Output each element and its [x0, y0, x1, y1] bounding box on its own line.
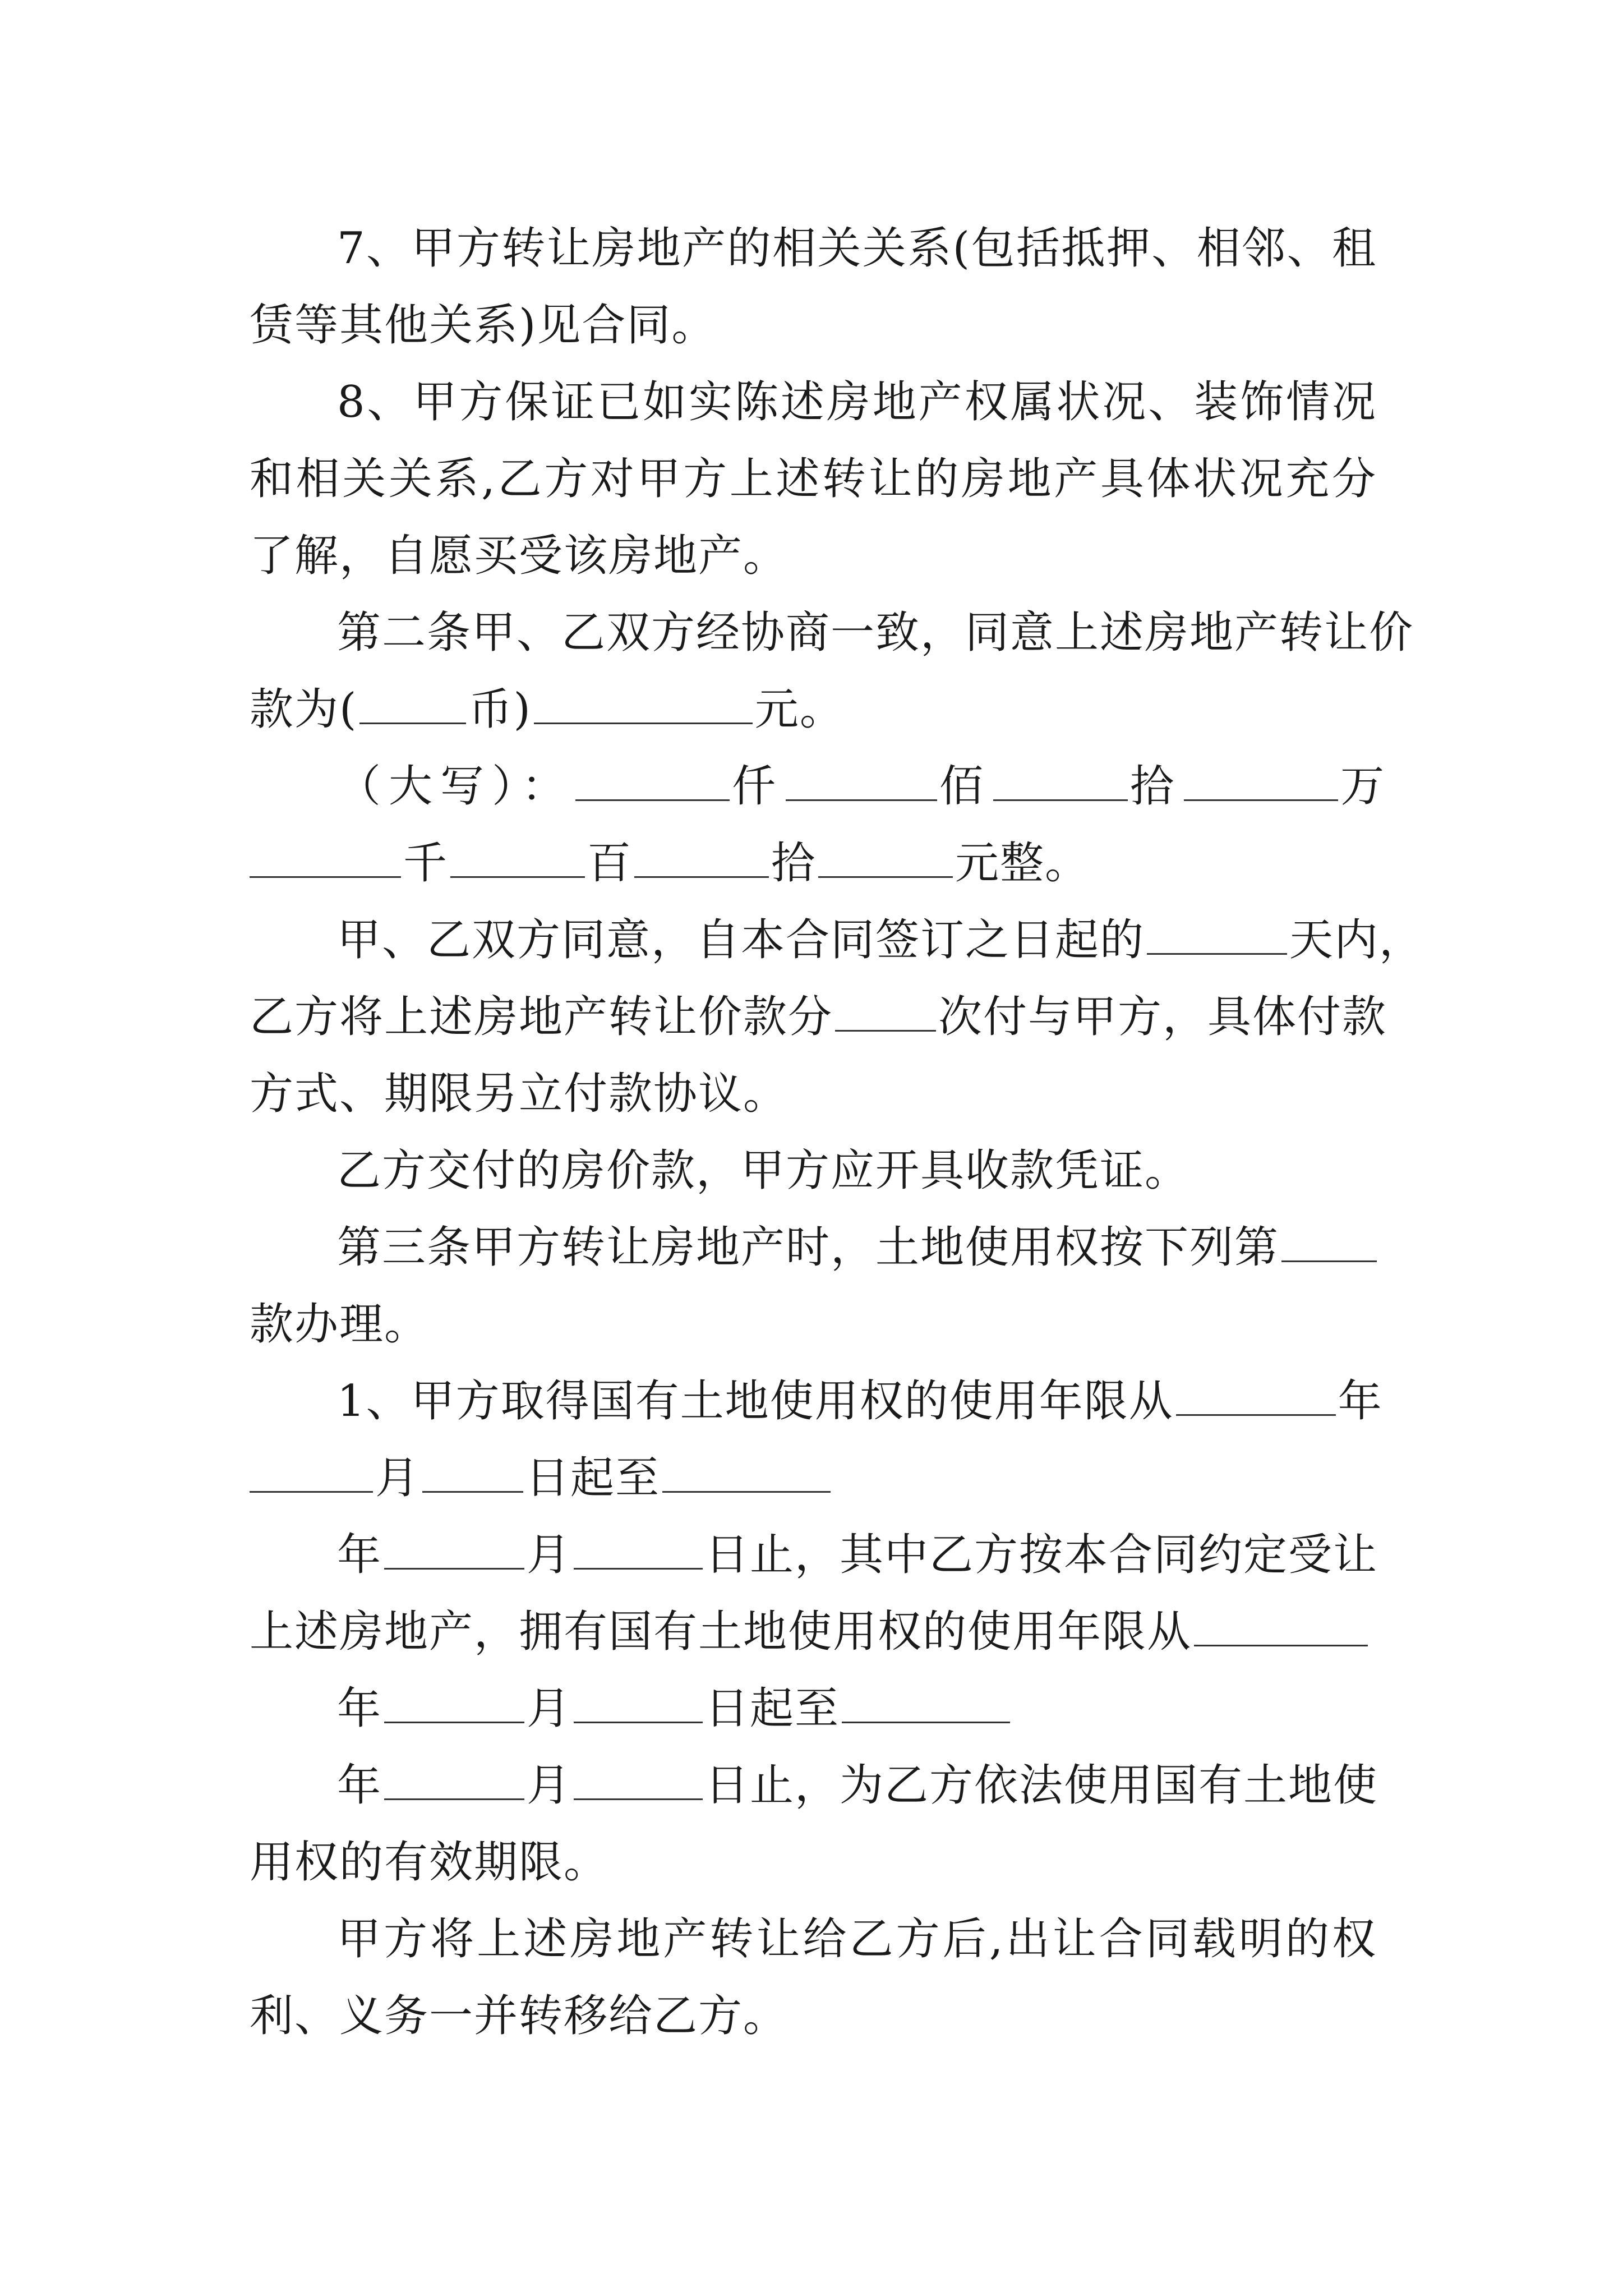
land-term-line-2 [250, 1440, 1377, 1517]
text-fragment: 拾 [1130, 761, 1182, 812]
text-fragment: 年 [337, 1530, 382, 1580]
blank-field [1194, 1603, 1368, 1646]
text-fragment: 月 [527, 1683, 572, 1734]
transfer-rights-paragraph: 甲方将上述房地产转让给乙方后,出让合同载明的权利、义务一并转移给乙方。 [250, 1914, 1377, 2041]
blank-field [662, 1450, 831, 1493]
blank-field [574, 1526, 703, 1570]
text-fragment: 年 [337, 1683, 382, 1734]
blank-field [842, 1680, 1010, 1723]
text-fragment: 日起至 [705, 1683, 840, 1734]
blank-field [574, 1680, 703, 1723]
text-fragment: 元。 [754, 684, 845, 735]
text-fragment: 百 [587, 838, 633, 889]
land-term-line-4 [250, 1594, 1377, 1671]
paragraph-item-8: 8、甲方保证已如实陈述房地产权属状况、装饰情况和相关关系,乙方对甲方上述转让的房地产具体状况充分了解，自愿买受该房地产。 [250, 377, 1377, 581]
blank-field [384, 1680, 524, 1723]
land-term-line-3 [250, 1517, 1377, 1594]
blank-field [384, 1526, 524, 1570]
blank-field [786, 758, 937, 801]
text-fragment: 日起至 [525, 1453, 661, 1503]
text-fragment: 年 [337, 1760, 382, 1811]
blank-field [634, 835, 769, 878]
land-term-line-6 [250, 1747, 1377, 1824]
text-fragment: 日止，为乙方依法使用国有土地使 [705, 1760, 1378, 1811]
amount-in-words-line-1 [250, 748, 1393, 825]
text-fragment: 拾 [771, 838, 817, 889]
blank-field [450, 835, 585, 878]
blank-field [835, 988, 936, 1032]
blank-field [993, 758, 1128, 801]
blank-field [818, 835, 953, 878]
blank-field [1281, 1219, 1377, 1262]
text-fragment: 万 [1340, 761, 1393, 812]
blank-field [422, 1450, 523, 1493]
text-fragment: 年 [1338, 1376, 1383, 1427]
blank-field [384, 1757, 524, 1800]
text-fragment: 仟 [732, 761, 784, 812]
document-body [250, 210, 1424, 2055]
text-fragment: 佰 [939, 761, 992, 812]
payment-line-2 [250, 979, 1387, 1056]
text-fragment: 月 [527, 1530, 572, 1580]
blank-field [574, 1757, 703, 1800]
blank-field [250, 1450, 373, 1493]
land-term-line-7: 用权的有效期限。 [250, 1837, 609, 1888]
blank-field [575, 758, 730, 801]
blank-field [534, 681, 753, 724]
paragraph-item-7: 7、甲方转让房地产的相关关系(包括抵押、相邻、租赁等其他关系)见合同。 [250, 223, 1377, 351]
text-fragment: 款为( [250, 684, 358, 735]
text-fragment: 次付与甲方，具体付款 [938, 992, 1387, 1042]
text-fragment: 元整。 [955, 838, 1090, 889]
blank-field [250, 835, 401, 878]
article-3-line-1 [250, 1209, 1377, 1286]
text-fragment: 日止，其中乙方按本合同约定受让 [705, 1530, 1378, 1580]
text-fragment: 币) [468, 684, 532, 735]
payment-line-3: 方式、期限另立付款协议。 [250, 1069, 789, 1119]
article-2-line-2 [250, 671, 1377, 748]
text-fragment: 天内， [1289, 915, 1424, 965]
text-fragment: 月 [527, 1760, 572, 1811]
text-fragment: 乙方将上述房地产转让价款分 [250, 992, 833, 1042]
text-fragment: 千 [403, 838, 449, 889]
receipt-line: 乙方交付的房价款，甲方应开具收款凭证。 [337, 1145, 1190, 1196]
blank-field [359, 681, 466, 724]
text-fragment: （大写）： [337, 761, 574, 812]
blank-field [1147, 912, 1287, 955]
text-fragment: 1、甲方取得国有土地使用权的使用年限从 [337, 1376, 1174, 1427]
text-fragment: 甲、乙双方同意，自本合同签订之日起的 [337, 915, 1145, 965]
text-fragment: 上述房地产，拥有国有土地使用权的使用年限从 [250, 1607, 1192, 1657]
amount-in-words-line-2 [250, 825, 1377, 902]
land-term-line-5 [250, 1671, 1377, 1747]
blank-field [1184, 758, 1338, 801]
article-2-line-1: 第二条甲、乙双方经协商一致，同意上述房地产转让价 [337, 608, 1414, 658]
blank-field [1176, 1373, 1336, 1416]
land-term-line-1 [250, 1363, 1383, 1440]
text-fragment: 月 [375, 1453, 421, 1503]
article-3-line-2: 款办理。 [250, 1299, 430, 1350]
text-fragment: 第三条甲方转让房地产时，土地使用权按下列第 [337, 1222, 1280, 1273]
payment-line-1 [250, 902, 1424, 979]
